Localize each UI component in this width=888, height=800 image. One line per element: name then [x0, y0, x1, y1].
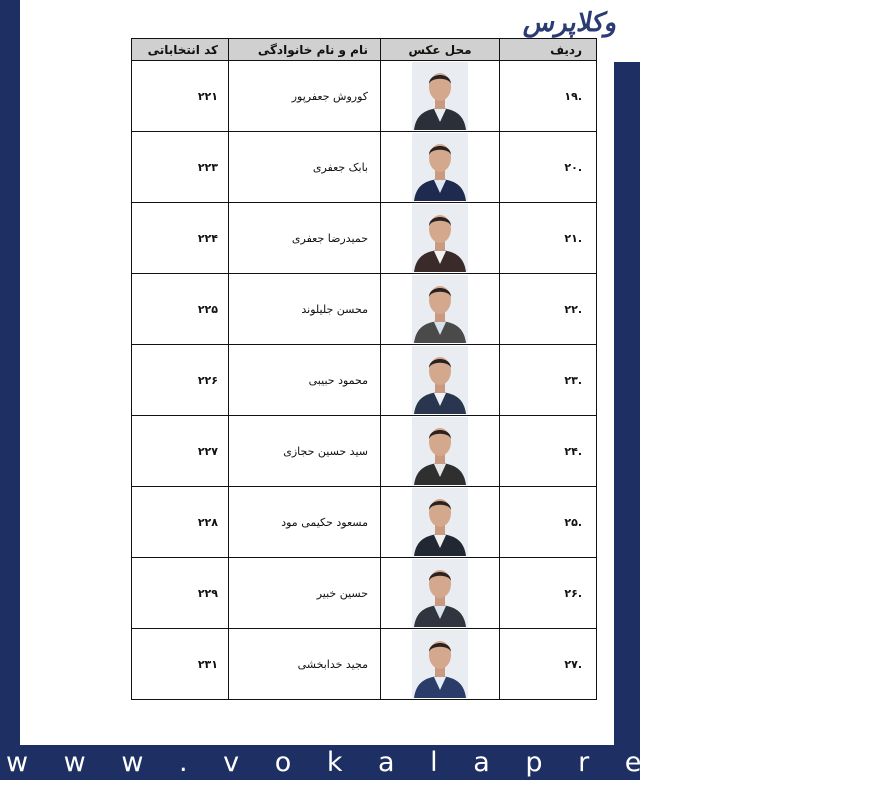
election-code: ۲۲۸	[132, 487, 229, 558]
photo-cell	[381, 629, 500, 700]
candidate-name: مسعود حکیمی مود	[229, 487, 381, 558]
photo-cell	[381, 61, 500, 132]
election-code: ۲۲۴	[132, 203, 229, 274]
table-row	[132, 487, 597, 558]
table-header-row	[132, 39, 597, 61]
table-row	[132, 558, 597, 629]
row-number: .۲۷	[500, 629, 597, 700]
election-code: ۲۲۳	[132, 132, 229, 203]
header-row-number: ردیف	[500, 39, 597, 61]
candidate-name: بابک جعفری	[229, 132, 381, 203]
photo-cell	[381, 274, 500, 345]
row-number: .۲۳	[500, 345, 597, 416]
photo-cell	[381, 345, 500, 416]
candidate-name: مجید خدابخشی	[229, 629, 381, 700]
election-code: ۲۲۹	[132, 558, 229, 629]
candidate-photo	[412, 630, 468, 698]
row-number: .۲۱	[500, 203, 597, 274]
candidate-photo	[412, 204, 468, 272]
row-number: .۲۶	[500, 558, 597, 629]
photo-cell	[381, 487, 500, 558]
candidate-table	[131, 38, 597, 700]
candidate-photo	[412, 275, 468, 343]
website-url-footer: w w w . v o k a l a p r e s s . i r	[0, 745, 640, 780]
table-row	[132, 416, 597, 487]
right-border-band	[614, 0, 640, 745]
election-code: ۲۲۷	[132, 416, 229, 487]
candidate-name: کوروش جعفرپور	[229, 61, 381, 132]
header-code: کد انتخاباتی	[132, 39, 229, 61]
election-code: ۲۲۶	[132, 345, 229, 416]
election-code: ۲۳۱	[132, 629, 229, 700]
candidate-name: حمیدرضا جعفری	[229, 203, 381, 274]
logo-text: وکلاپرس	[521, 8, 621, 38]
candidate-name: حسین خبیر	[229, 558, 381, 629]
table-row	[132, 132, 597, 203]
election-code: ۲۲۱	[132, 61, 229, 132]
candidate-photo	[412, 346, 468, 414]
footer-base	[0, 780, 640, 800]
candidate-photo	[412, 488, 468, 556]
photo-cell	[381, 203, 500, 274]
candidate-photo	[412, 133, 468, 201]
election-code: ۲۲۵	[132, 274, 229, 345]
photo-cell	[381, 132, 500, 203]
photo-cell	[381, 416, 500, 487]
table-row	[132, 629, 597, 700]
candidate-photo	[412, 62, 468, 130]
candidate-name: محمود حبیبی	[229, 345, 381, 416]
candidate-name: محسن جلیلوند	[229, 274, 381, 345]
table-row	[132, 345, 597, 416]
photo-cell	[381, 558, 500, 629]
table-row	[132, 203, 597, 274]
row-number: .۲۴	[500, 416, 597, 487]
left-border-band	[0, 0, 20, 745]
candidate-name: سید حسین حجازی	[229, 416, 381, 487]
header-name: نام و نام خانوادگی	[229, 39, 381, 61]
table-row	[132, 61, 597, 132]
header-photo: محل عکس	[381, 39, 500, 61]
row-number: .۱۹	[500, 61, 597, 132]
row-number: .۲۵	[500, 487, 597, 558]
row-number: .۲۰	[500, 132, 597, 203]
row-number: .۲۲	[500, 274, 597, 345]
table-row	[132, 274, 597, 345]
candidate-photo	[412, 417, 468, 485]
candidate-photo	[412, 559, 468, 627]
